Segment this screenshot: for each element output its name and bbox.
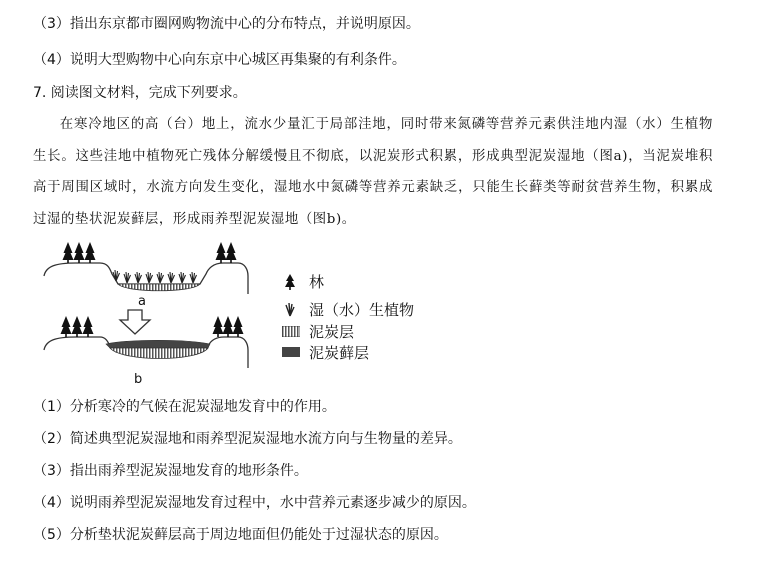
wetland-plant-icon (284, 302, 296, 318)
diagram-a-label: a (138, 294, 146, 309)
peat-wetland-diagram (38, 236, 253, 388)
diagram-a (44, 242, 248, 294)
sub-question-4: （4）说明雨养型泥炭湿地发育过程中，水中营养元素逐步减少的原因。 (33, 495, 476, 511)
sub-question-3: （3）指出雨养型泥炭湿地发育的地形条件。 (33, 463, 308, 479)
sub-question-1: （1）分析寒冷的气候在泥炭湿地发育中的作用。 (33, 399, 336, 415)
tree-icon (284, 273, 296, 291)
question-3-top: （3）指出东京都市圈网购物流中心的分布特点，并说明原因。 (33, 16, 420, 32)
sub-question-5: （5）分析垫状泥炭藓层高于周边地面但仍能处于过湿状态的原因。 (33, 527, 448, 543)
transition-arrow (120, 310, 150, 334)
legend-peat-moss-label: 泥炭藓层 (309, 344, 370, 362)
question-7-heading: 7. 阅读图文材料，完成下列要求。 (33, 85, 247, 101)
question-4-top: （4）说明大型购物中心向东京中心城区再集聚的有利条件。 (33, 52, 406, 68)
sub-question-2: （2）简述典型泥炭湿地和雨养型泥炭湿地水流方向与生物量的差异。 (33, 431, 462, 447)
legend-plant-label: 湿（水）生植物 (309, 301, 415, 319)
diagram-b-label: b (134, 372, 143, 387)
legend-forest-label: 林 (309, 273, 325, 291)
peat-layer-swatch (282, 326, 300, 337)
peat-moss-layer-swatch (282, 347, 300, 357)
question-7-material: 在寒冷地区的高（台）地上，流水少量汇于局部洼地，同时带来氮磷等营养元素供洼地内湿（水）生植物生长。这些洼地中植物死亡残体分解缓慢且不彻底，以泥炭形式积累，形成典型泥炭湿地（图a)，当泥炭堆积高于周围区域时，水流方向发生变化，湿地水中氮磷等营养元素缺乏，只能生长藓类等耐贫营养生物，积累成过湿的垫状泥炭藓层，形成雨养型泥炭湿地（图b)。 (33, 117, 713, 227)
legend-peat-label: 泥炭层 (309, 323, 355, 341)
